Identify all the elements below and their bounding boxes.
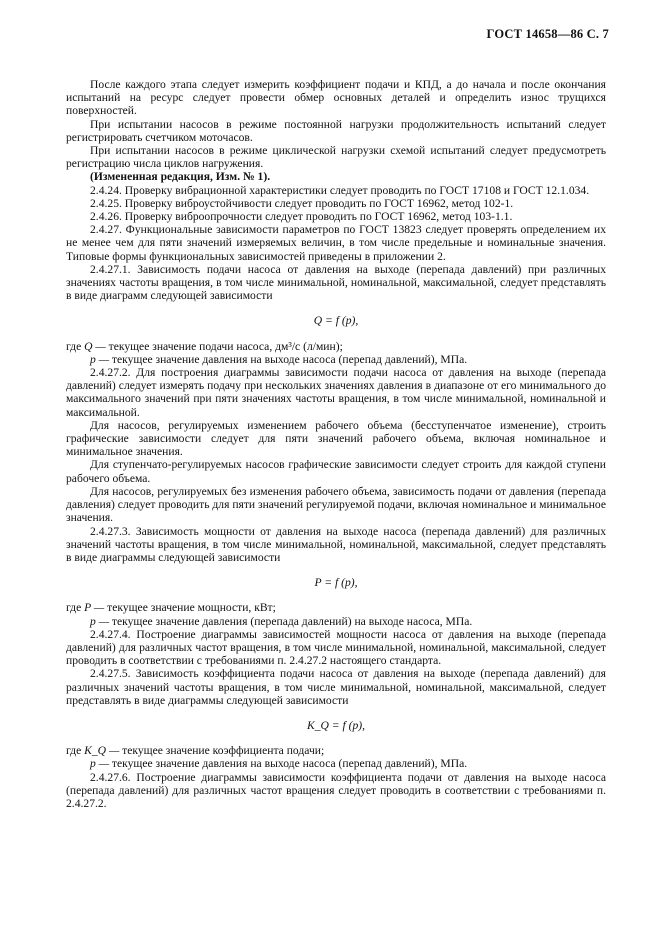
definition-line (66, 353, 606, 366)
definition-text: текущее значение мощности, кВт; (107, 601, 276, 615)
definition-text: текущее значение коэффициента подачи; (122, 744, 325, 758)
edition-note: (Измененная редакция, Изм. № 1). (90, 170, 271, 184)
paragraph: Для насосов, регулируемых изменением рабочего объема (бесступенчатое изменение), строить графические зависимости следует для пяти значений рабочего объема, включая номинальное и минимальное значения. (66, 418, 606, 459)
paragraph: 2.4.27.6. Построение диаграммы зависимости коэффициента подачи от давления на выходе насоса (перепада давлений) для различных частот вращения следует проводить в соответствии с требованиями п. 2.4.27.2. (66, 770, 606, 810)
document-body (66, 78, 606, 810)
definition-lead: где (66, 339, 82, 353)
definition-symbol: Q — (84, 339, 106, 353)
definition-text: текущее значение давления на выходе насоса (перепад давлений), МПа. (111, 757, 468, 771)
formula-kq: K_Q = f (p), (306, 718, 366, 732)
definition-lead: где (66, 601, 82, 615)
formula-q: Q = f (p), (313, 314, 359, 328)
definition-line (66, 601, 606, 614)
formula-p: P = f (p), (314, 576, 358, 590)
definition-line (66, 744, 606, 757)
definition-symbol: p — (90, 352, 110, 366)
definition-text: текущее значение давления на выходе насоса (перепад давлений), МПа. (111, 352, 468, 366)
definition-text: текущее значение давления (перепада давлений) на выходе насоса, МПа. (111, 614, 473, 628)
definition-text: текущее значение подачи насоса, дм³/с (л/мин); (108, 339, 343, 353)
definition-line (66, 757, 606, 770)
paragraph: При испытании насосов в режиме циклической нагрузки схемой испытаний следует предусмотреть регистрацию числа циклов нагружения. (66, 144, 606, 171)
definition-line (66, 615, 606, 628)
paragraph: 2.4.26. Проверку виброопрочности следует проводить по ГОСТ 16962, метод 103-1.1. (90, 210, 513, 224)
paragraph: 2.4.27.5. Зависимость коэффициента подачи насоса от давления на выходе (перепада давлений) для различных значений частоты вращения, в том числе минимальной, номинальной, максимальной, следует представлять в виде диаграммы следующей зависимости (66, 667, 606, 707)
paragraph: Для ступенчато-регулируемых насосов графические зависимости следует строить для каждой ступени рабочего объема. (66, 458, 606, 485)
paragraph: 2.4.25. Проверку виброустойчивости следует проводить по ГОСТ 16962, метод 102-1. (90, 196, 514, 210)
paragraph: 2.4.24. Проверку вибрационной характеристики следует проводить по ГОСТ 17108 и ГОСТ 12.1.034. (90, 183, 590, 197)
paragraph: 2.4.27.1. Зависимость подачи насоса от давления на выходе (перепада давлений) при различных значениях частоты вращения, в том числе минимальной, номинальной, максимальной, следует представлять в виде диаграмм следующей зависимости (66, 262, 606, 303)
definition-lead: где (66, 744, 82, 758)
paragraph: После каждого этапа следует измерить коэффициент подачи и КПД, а до начала и после окончания испытаний на ресурс следует провести обмер основных деталей и определить износ трущихся поверхностей. (66, 78, 606, 118)
paragraph: Для насосов, регулируемых без изменения рабочего объема, зависимость подачи от давления (перепада давления) следует проводить для пяти значений регулируемой подачи, включая номинальное и минимальное значения. (66, 484, 606, 525)
definition-symbol: p — (90, 757, 110, 771)
definition-symbol: K_Q — (84, 744, 120, 758)
paragraph: 2.4.27.3. Зависимость мощности от давления на выходе насоса (перепада давлений) для различных значений частоты вращения, в том числе минимальной, номинальной, максимальной, следует представлять в виде диаграммы следующей зависимости (66, 524, 606, 564)
definition-symbol: P — (84, 601, 105, 615)
paragraph: 2.4.27.4. Построение диаграммы зависимостей мощности насоса от давления на выходе (перепада давлений) для различных частот вращения, в том числе минимальной, номинальной, максимальной, следует проводить в соответствии с требованиями п. 2.4.27.2 настоящего стандарта. (66, 627, 606, 668)
page-header: ГОСТ 14658—86 С. 7 (486, 27, 609, 41)
definition-line (66, 340, 606, 353)
definition-symbol: p — (90, 614, 110, 628)
paragraph: 2.4.27. Функциональные зависимости параметров по ГОСТ 13823 следует проверять определением их не менее чем для пяти значений измеряемых величин, в том числе предельные и номинальные значения. Типовые формы функциональных зависимостей приведены в приложении 2. (66, 223, 606, 263)
paragraph: При испытании насосов в режиме постоянной нагрузки продолжительность испытаний следует регистрировать счетчиком моточасов. (66, 117, 606, 144)
paragraph: 2.4.27.2. Для построения диаграммы зависимости подачи насоса от давления на выходе (перепада давлений) следует измерять подачу при нескольких значениях давления в диапазоне от его минимального до максимального значений при пяти значениях частоты вращения, в том числе минимальной, номинальной и максимальной. (66, 366, 606, 419)
